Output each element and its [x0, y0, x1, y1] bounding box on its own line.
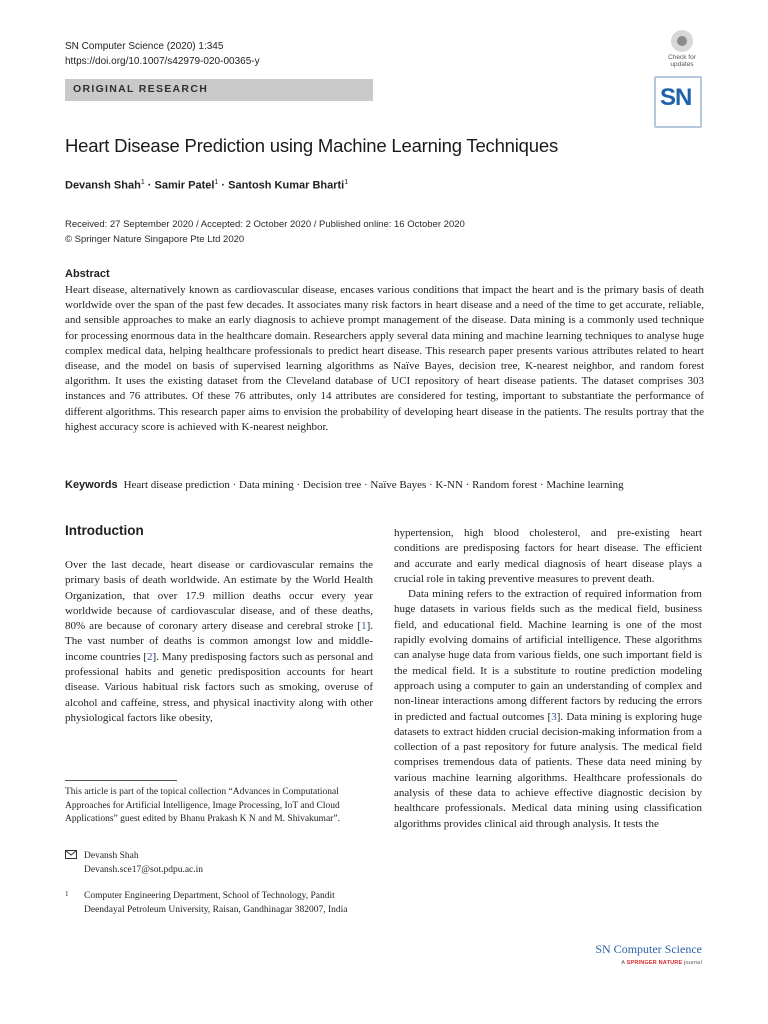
citation-link[interactable]: 3 — [551, 710, 557, 723]
keywords-line — [65, 478, 710, 493]
history-dates: Received: 27 September 2020 / Accepted: 2 October 2020 / Published online: 16 October 2020 — [65, 219, 465, 230]
affiliation-text: Computer Engineering Department, School of Technology, Pandit Deendayal Petroleum University, Raisan, Gandhinagar 382007, India — [84, 891, 348, 915]
keywords-label: Keywords — [65, 479, 118, 491]
footer-journal-name: SN Computer Science — [595, 942, 702, 956]
sn-logo-text: SN — [660, 84, 692, 111]
springer-nature-brand: SPRINGER NATURE — [626, 960, 683, 966]
copyright-line: © Springer Nature Singapore Pte Ltd 2020 — [65, 234, 245, 245]
journal-citation — [65, 39, 260, 69]
author-name[interactable]: Santosh Kumar Bharti — [228, 179, 345, 192]
check-updates-icon — [671, 30, 693, 52]
author-name[interactable]: Samir Patel — [154, 179, 215, 192]
citation-link[interactable]: 2 — [147, 650, 153, 663]
footnote-divider — [65, 780, 177, 781]
article-title: Heart Disease Prediction using Machine Learning Techniques — [65, 135, 558, 156]
paragraph: Over the last decade, heart disease or cardiovascular remains the primary basis of death worldwide. An estimate by the World Health Organization, that over 17.9 million deaths occur every year worldwide because of cardiovascular disease, and of these deaths, 80% are because of coronary artery disease and cerebral stroke [1]. The vast number of deaths is common amongst low and middle-income countries [2]. Many predisposing factors such as personal and professional habits and genetic predisposition accounts for heart disease. Various habitual risk factors such as smoking, overuse of alcohol and caffeine, stress, and physical inactivity along with other physiological factors like obesity, — [65, 559, 373, 724]
check-for-updates-button[interactable] — [663, 30, 701, 70]
author-affil-mark: 1 — [214, 179, 219, 186]
publication-dates — [65, 217, 465, 247]
article-type-badge — [65, 79, 373, 101]
check-updates-text-2: updates — [670, 61, 694, 68]
footer-publisher: A SPRINGER NATURE journal — [621, 960, 702, 966]
article-type-label: ORIGINAL RESEARCH — [73, 83, 209, 95]
right-column — [394, 526, 702, 832]
affiliation-number: 1 — [65, 890, 69, 898]
paragraph: hypertension, high blood cholesterol, and pre-existing heart conditions are predisposing factors for heart disease. The efficient and accurate and early medical diagnosis of heart disease plays a crucial role in taking preventive measures to prevent death. — [394, 527, 702, 585]
paragraph: Data mining refers to the extraction of required information from huge datasets in various fields such as the medical field, business field, and educational field. Machine learning is one of the most rapidly evolving domains of artificial intelligence. These algorithms can analyse huge data from various fields, one such important field is the medical field. It is a substitute to routine prediction modeling approach using a computer to gain an understanding of complex and non-linear interactions among different factors by reducing the errors in predicted and factual outcomes [3]. Data mining is exploring huge datasets to extract hidden crucial decision-making information from a collection of a past repository for future analysis. The medical field comprises tremendous data of patients. These data need mining by various machine learning algorithms. Healthcare professionals do analysis of these data to achieve effective diagnostic decision by healthcare professionals. Medical data mining using classification algorithms provides clinical aid through analysis. It tests the — [394, 588, 702, 830]
author-affil-mark: 1 — [344, 179, 349, 186]
contact-email[interactable]: Devansh.sce17@sot.pdpu.ac.in — [84, 864, 204, 875]
citation-link[interactable]: 1 — [361, 620, 367, 633]
contact-name: Devansh Shah — [84, 851, 139, 861]
author-name[interactable]: Devansh Shah — [65, 179, 141, 192]
envelope-icon — [65, 850, 77, 859]
collection-footnote: This article is part of the topical collection “Advances in Computational Approaches for Artificial Intelligence, Image Processing, IoT and Cloud Applications” guest edited by Bhanu Prakash K N and M. Shivakumar”. — [65, 787, 340, 824]
doi-link[interactable]: https://doi.org/10.1007/s42979-020-00365-y — [65, 56, 260, 67]
sn-journal-logo — [654, 76, 702, 128]
introduction-heading: Introduction — [65, 523, 144, 538]
check-updates-text-1: Check for — [668, 54, 696, 61]
abstract-heading: Abstract — [65, 268, 110, 280]
abstract-text: Heart disease, alternatively known as cardiovascular disease, encases various conditions that impact the heart and is the primary basis of death worldwide over the span of the past few decades. It associates many risk factors in heart disease and a need of the time to get accurate, reliable, and sensible approaches to make an early diagnosis to achieve prompt management of the disease. Data mining is a commonly used technique for processing enormous data in the healthcare domain. Researchers apply several data mining and machine learning techniques to analyse huge complex medical data, helping healthcare professionals to predict heart disease. This research paper presents various attributes related to heart disease, and the model on basis of supervised learning algorithms as Naïve Bayes, decision tree, K-nearest neighbor, and random forest algorithm. It uses the existing dataset from the Cleveland database of UCI repository of heart disease patients. The dataset comprises 303 instances and 76 attributes. Of these 76 attributes, only 14 attributes are considered for testing, important to substantiate the performance of different algorithms. This research paper aims to envision the probability of developing heart disease in the patients. The results portray that the highest accuracy score is achieved with K-nearest neighbor. — [65, 284, 704, 433]
author-affil-mark: 1 — [140, 179, 145, 186]
left-column — [65, 558, 373, 726]
journal-ref: SN Computer Science (2020) 1:345 — [65, 41, 224, 52]
keywords-text: Heart disease prediction · Data mining · Decision tree · Naïve Bayes · K-NN · Random forest · Machine learning — [123, 479, 624, 491]
author-list: Devansh Shah$^1$ · Samir Patel$^1$ · Santosh Kumar Bharti$^1$ — [65, 179, 349, 192]
